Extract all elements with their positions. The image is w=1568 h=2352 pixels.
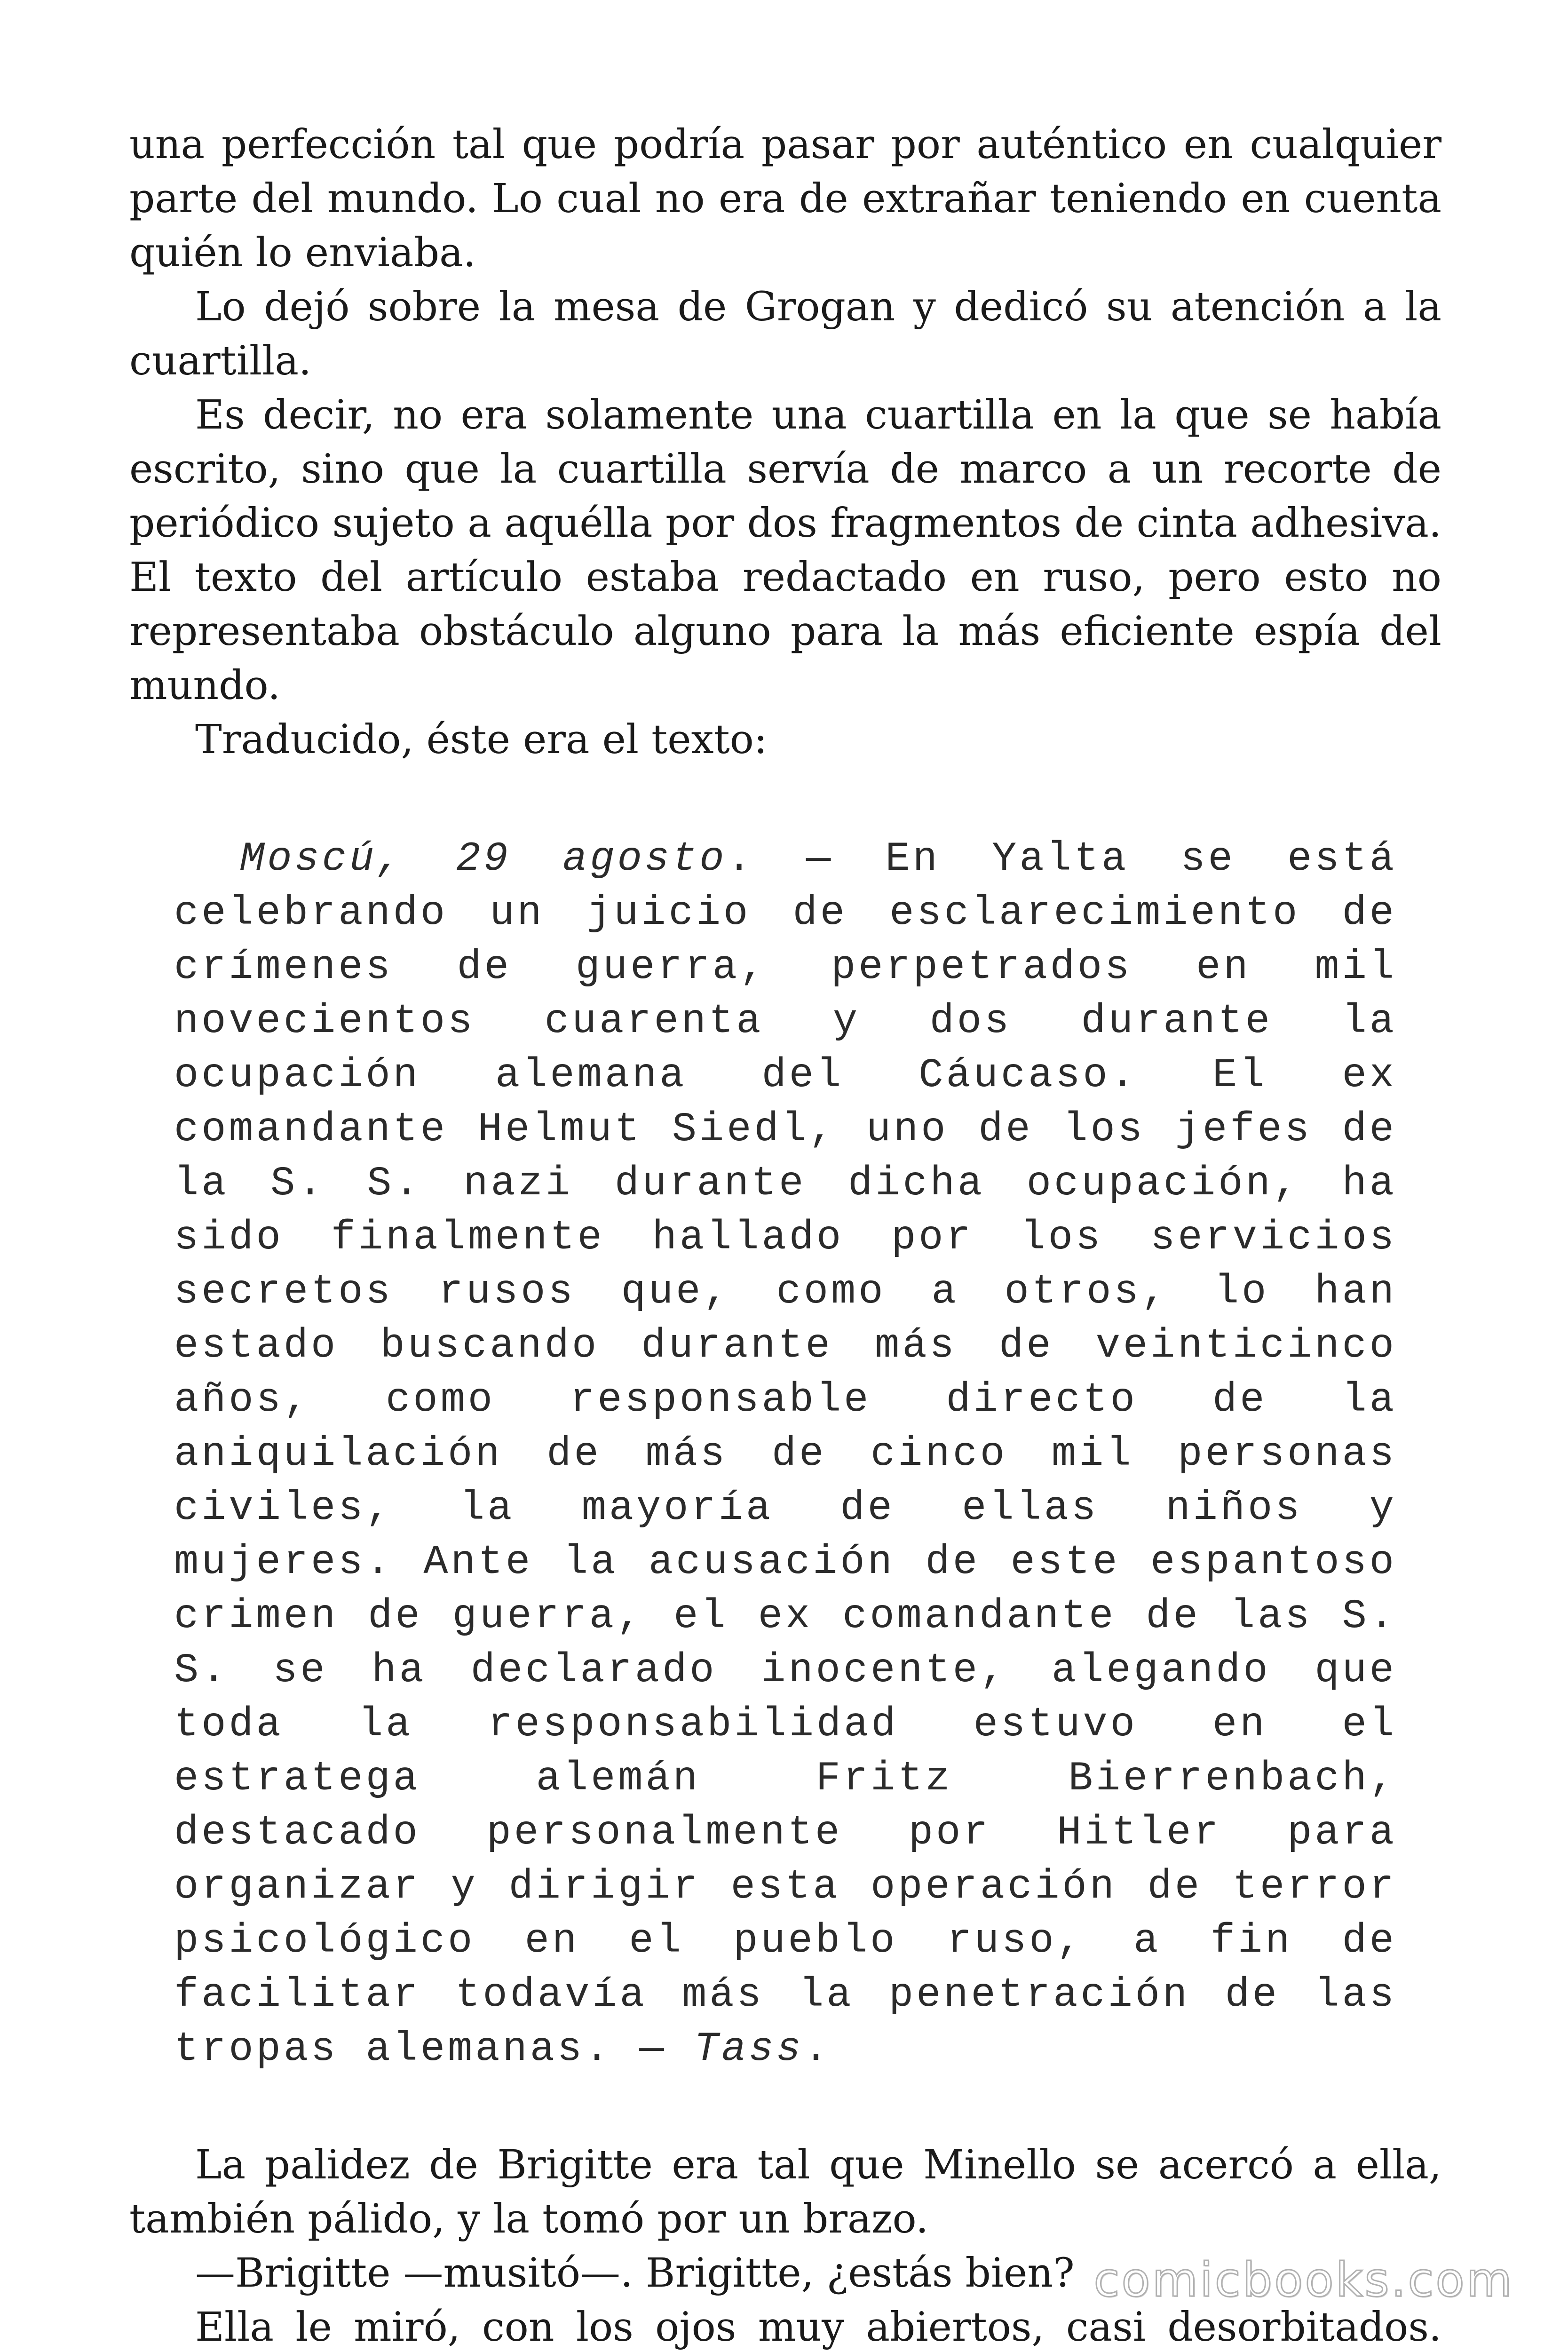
paragraph: Lo dejó sobre la mesa de Grogan y dedicó su atención a la cuartilla. [129,284,1441,384]
clipping-source: Tass [694,2026,804,2073]
paragraph-continuation: una perfección tal que podría pasar por auténtico en cualquier parte del mundo. Lo cual no era de extrañar teniendo en cuenta quién lo enviaba. [129,121,1441,276]
clipping-dateline: Moscú, 29 agosto [240,836,727,882]
dialogue-line: —Brigitte —musitó—. Brigitte, ¿estás bien? [195,2250,1075,2296]
paragraph-partial: Ella le miró, con los ojos muy abiertos, casi desorbitados. [195,2304,1441,2351]
clipping-end: . [803,2026,832,2073]
paragraph: Traducido, éste era el texto: [195,716,768,763]
paragraph: La palidez de Brigitte era tal que Minello se acercó a ella, también pálido, y la tomó por un brazo. [129,2142,1441,2242]
watermark-logo: comicbooks.com [1093,2252,1514,2307]
newspaper-clipping [174,833,1397,2077]
page-body [129,118,1441,2352]
paragraph: Es decir, no era solamente una cuartilla en la que se había escrito, sino que la cuartilla servía de marco a un recorte de periódico sujeto a aquélla por dos fragmentos de cinta adhesiva. El texto del artículo estaba redactado en ruso, pero esto no representaba obstáculo alguno para la más eficiente espía del mundo. [129,392,1441,709]
clipping-body: . — En Yalta se está celebrando un juicio de esclarecimiento de crímenes de guerra, perpetrados en mil novecientos cuarenta y dos durante la ocupación alemana del Cáucaso. El ex comandante Helmut Siedl, uno de los jefes de la S. S. nazi durante dicha ocupación, ha sido finalmente hallado por los servicios secretos rusos que, como a otros, lo han estado buscando durante más de veinticinco años, como responsable directo de la aniquilación de más de cinco mil personas civiles, la mayoría de ellas niños y mujeres. Ante la acusación de este espantoso crimen de guerra, el ex comandante de las S. S. se ha declarado inocente, alegando que toda la responsabilidad estuvo en el estratega alemán Fritz Bierrenbach, destacado personalmente por Hitler para organizar y dirigir esta operación de terror psicológico en el pueblo ruso, a fin de facilitar todavía más la penetración de las tropas alemanas. — [174,836,1397,2073]
